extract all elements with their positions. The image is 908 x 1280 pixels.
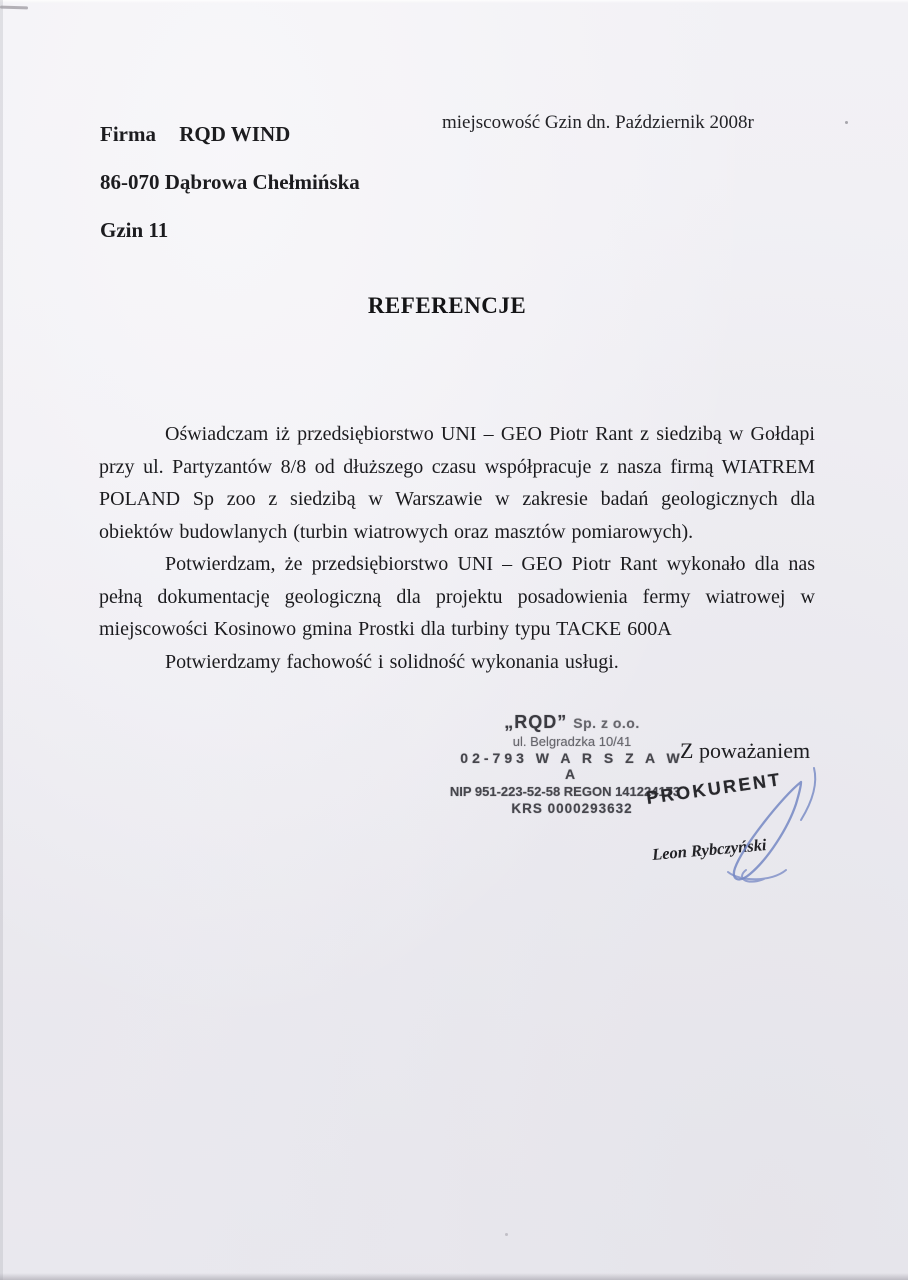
scan-artifact (0, 6, 28, 10)
stamp-nip-regon-line: NIP 951-223-52-58 REGON 141224173 (449, 784, 681, 799)
sender-address-line: 86-070 Dąbrowa Chełmińska (100, 170, 360, 194)
closing-phrase: Z poważaniem (680, 738, 811, 763)
paragraph: Potwierdzam, że przedsiębiorstwo UNI – GEO Piotr Rant wykonało dla nas pełną dokumentację geologiczną dla projektu posadowienia fermy wiatrowej w miejscowości Kosinowo gmina Prostki dla turbiny typu TACKE 600A (99, 553, 815, 640)
signatory-name: Leon Rybczyński (651, 835, 768, 865)
signature-stroke (801, 768, 815, 820)
firma-label: Firma (100, 122, 156, 146)
scan-edge-left (0, 0, 3, 1280)
sender-company-line (100, 110, 360, 158)
sender-company-name: RQD WIND (179, 122, 291, 146)
place-date-line: miejscowość Gzin dn. Październik 2008r (442, 112, 754, 133)
handwritten-signature-ink (688, 762, 838, 892)
scan-edge-top (0, 0, 908, 3)
paragraph: Oświadczam iż przedsiębiorstwo UNI – GEO Piotr Rant z siedzibą w Gołdapi przy ul. Partyzantów 8/8 od dłuższego czasu współpracuje z nasza firmą WIATREM POLAND Sp zoo z siedzibą w Warszawie w zakresie badań geologicznych dla obiektów budowlanych (turbin wiatrowych oraz masztów pomiarowych). (99, 423, 815, 543)
stamp-company-line (452, 712, 692, 733)
letter-title: REFERENCJE (367, 293, 527, 318)
sender-block (100, 110, 360, 254)
paragraph: Potwierdzamy fachowość i solidność wykonania usługi. (165, 650, 619, 673)
stamp-krs-line: KRS 0000293632 (511, 801, 633, 816)
scan-speck (845, 121, 848, 124)
scan-speck (505, 1233, 508, 1236)
sender-locality-line: Gzin 11 (100, 218, 169, 242)
stamp-city-line: 02-793 W A R S Z A W A (460, 750, 684, 782)
stamp-company-name: „RQD” (504, 712, 568, 732)
stamp-street-line: ul. Belgradzka 10/41 (512, 734, 632, 749)
letter-body (99, 418, 815, 678)
signature-stroke (734, 782, 801, 879)
scan-edge-bottom (0, 1273, 908, 1280)
stamp-company-suffix: Sp. z o.o. (573, 715, 640, 731)
prokurent-stamp: PROKURENT (645, 769, 784, 809)
